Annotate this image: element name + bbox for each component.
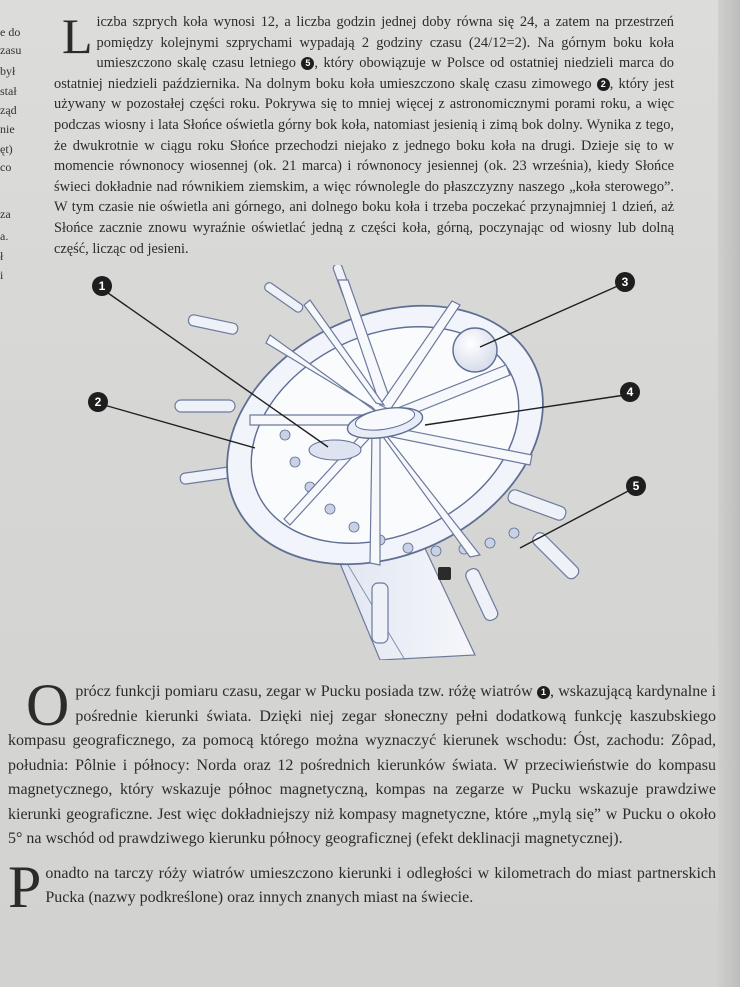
para3-text: onadto na tarczy róży wiatrów umieszczono kierunki i odległości w kilometrach do miast partnerskich Pucka (nazwy podkreślone) oraz innych znanych miast na świecie.	[45, 864, 716, 906]
left-column-fragments	[0, 0, 44, 300]
plaque	[438, 567, 451, 580]
para2-text-part1: prócz funkcji pomiaru czasu, zegar w Pucku posiada tzw. różę wiatrów	[75, 683, 533, 700]
callout-1	[92, 276, 112, 296]
paragraph-wind-rose	[8, 672, 716, 852]
left-fragment: stał	[0, 84, 17, 98]
left-fragment: zasu	[0, 43, 22, 57]
callout-4-label: 4	[626, 385, 634, 399]
drop-cap-p: P	[8, 853, 42, 920]
para2-text-part2: , wskazującą kardynalne i pośrednie kierunki świata. Dzięki niej zegar słoneczny pełni dodatkową funkcję kaszubskiego kompasu geograficznego, za pomocą którego można wyznaczyć kierunek wschodu: Óst, zachodu: Zôpad, południa: Pôlnie i północy: Norda oraz 12 pośrednich kierunków świata. W przeciwieństwie do kompasu magnetycznego, który wskazuje północ magnetyczną, kompas na zegarze w Pucku wskazuje prawdziwe kierunki geograficzne. Jest więc dokładniejszy niż kompasy magnetyczne, które „mylą się” w Pucku o około 5° na wschód od prawdziwego kierunku północy geograficznej (efekt deklinacji magnetycznej).	[8, 683, 716, 847]
callout-5	[626, 476, 646, 496]
callout-2-label: 2	[94, 395, 102, 409]
board-edge	[718, 0, 740, 987]
callout-1-label: 1	[98, 279, 106, 293]
callout-3-label: 3	[621, 275, 629, 289]
compass-rose-plate	[309, 440, 361, 460]
left-fragment: był	[0, 64, 16, 78]
intro-paragraph	[54, 8, 674, 259]
left-fragment: i	[0, 268, 4, 282]
marker-2-icon: 2	[597, 78, 610, 91]
left-fragment: co	[0, 160, 12, 174]
gnomon-ball	[453, 328, 497, 372]
intro-text-part1: iczba szprych koła wynosi 12, a liczba godzin jednej doby równa się 24, a zatem na przestrzeń pomiędzy kolejnymi szprychami wypadają 2 godziny czasu (24/12=2). Na górnym boku koła umieszczono skalę czasu letniego	[96, 14, 674, 72]
drop-cap-o: O	[26, 672, 70, 738]
left-fragment: nie	[0, 122, 15, 136]
intro-text-part3: , który jest używany w pozostałej części roku. Pokrywa się to mniej więcej z astronomicznymi porami roku, a więc podczas wiosny i lata Słońce oświetla górny bok koła, natomiast jesienią i zimą bok dolny. Wynika z tego, że dwukrotnie w ciągu roku Słońce przechodzi niejako z jednego boku koła na drugi. Dzieje się to w momencie równonocy wiosennej (ok. 21 marca) i równonocy jesiennej (ok. 23 września), kiedy Słońce świeci dokładnie nad równikiem ziemskim, a więc równolegle do płaszczyzny naszego „koła sterowego”. W tym czasie nie oświetla ani górnego, ani dolnego boku koła i trzeba poczekać przynajmniej 1 dzień, aż Słońce zacznie znowu wyraźnie oświetlać jedną z części koła, górną, poczynając od wiosny lub dolną część, licząc od jesieni.	[54, 75, 674, 257]
left-fragment: ząd	[0, 103, 17, 117]
marker-5-icon: 5	[301, 57, 314, 70]
left-fragment: e do	[0, 25, 21, 39]
ship-wheel-diagram	[80, 265, 670, 660]
left-fragment: ęt)	[0, 142, 13, 156]
left-fragment: ł	[0, 249, 4, 263]
callout-3	[615, 272, 635, 292]
intro-text-part2: , który obowiązuje w Polsce od ostatniej niedzieli marca do ostatniej niedzieli października. Na dolnym boku koła umieszczono skalę czasu zimowego	[54, 55, 674, 92]
marker-1-icon: 1	[537, 686, 550, 699]
callout-5-label: 5	[632, 479, 640, 493]
callout-2	[88, 392, 108, 412]
paragraph-partner-cities	[8, 853, 716, 920]
left-fragment: a.	[0, 229, 9, 243]
callout-4	[620, 382, 640, 402]
bottom-text	[8, 672, 716, 920]
left-fragment: za	[0, 207, 11, 221]
drop-cap-l: L	[62, 8, 93, 64]
